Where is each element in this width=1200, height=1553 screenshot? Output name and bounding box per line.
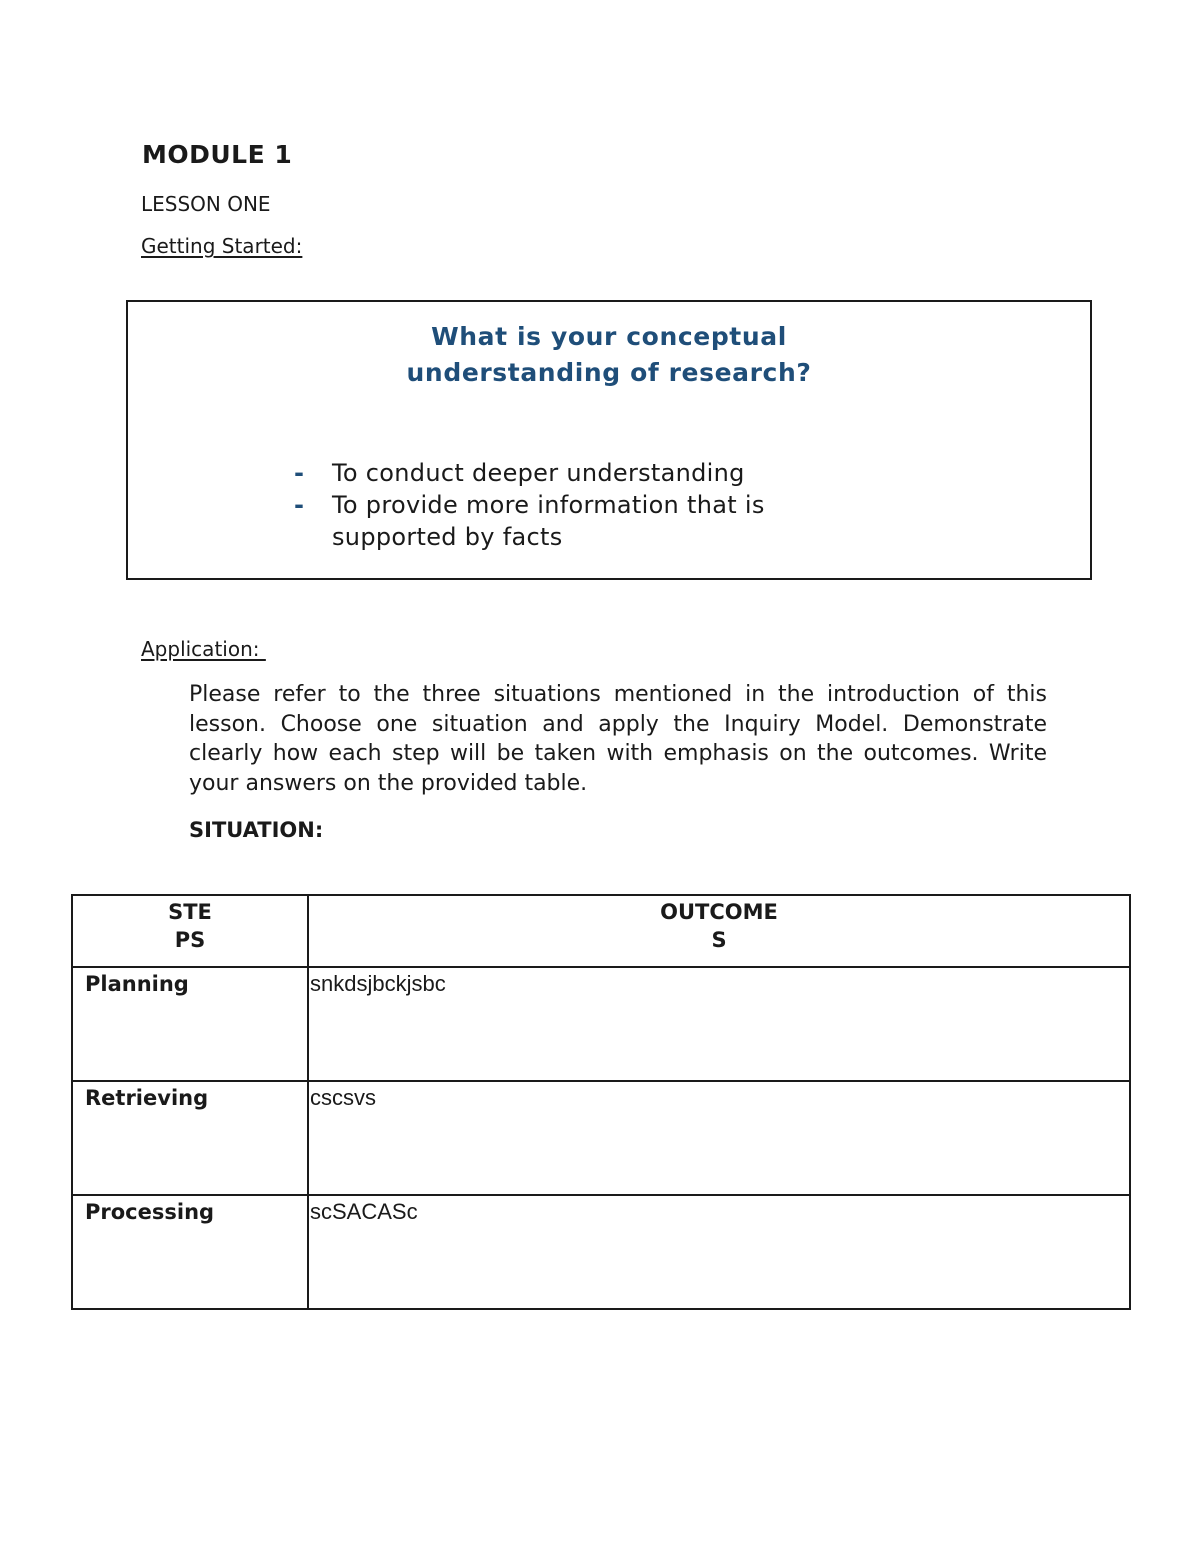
- bullet-dash-icon: -: [294, 459, 305, 487]
- outcome-text: cscsvs: [310, 1085, 376, 1110]
- answer-item: [294, 489, 854, 553]
- answer-text: To conduct deeper understanding: [332, 459, 745, 487]
- outcome-text: scSACASc: [310, 1199, 418, 1224]
- table-header-row: [72, 895, 1130, 967]
- answer-list: [294, 457, 854, 553]
- outcome-text: snkdsjbckjsbc: [310, 971, 446, 996]
- lesson-title: LESSON ONE: [141, 192, 271, 216]
- header-text: S: [711, 928, 727, 952]
- step-name: Processing: [85, 1200, 215, 1224]
- outcomes-column-header: [308, 895, 1130, 967]
- table-row: [72, 1081, 1130, 1195]
- application-heading: Application:: [141, 637, 266, 661]
- question-line: understanding of research?: [406, 358, 812, 387]
- module-title: MODULE 1: [142, 140, 293, 169]
- question-line: What is your conceptual: [431, 322, 787, 351]
- answer-text: To provide more information that is supported by facts: [332, 491, 765, 551]
- question-box: [126, 300, 1092, 580]
- outcome-cell[interactable]: [308, 1081, 1130, 1195]
- step-cell: [72, 967, 308, 1081]
- instructions-paragraph: Please refer to the three situations mentioned in the introduction of this lesson. Choose one situation and apply the Inquiry Model. Demonstrate clearly how each step will be taken with emphasis on the outcomes. Write your answers on the provided table.: [189, 682, 1047, 796]
- steps-outcomes-table: [71, 894, 1131, 1310]
- question-text: [128, 319, 1090, 391]
- header-text: STE: [168, 900, 212, 924]
- header-text: OUTCOME: [660, 900, 778, 924]
- step-name: Retrieving: [85, 1086, 209, 1110]
- situation-label: SITUATION:: [189, 818, 324, 842]
- header-text: PS: [174, 928, 206, 952]
- steps-column-header: [72, 895, 308, 967]
- outcome-cell[interactable]: [308, 1195, 1130, 1309]
- step-name: Planning: [85, 972, 189, 996]
- bullet-dash-icon: -: [294, 491, 305, 519]
- answer-item: [294, 457, 854, 489]
- getting-started-heading: Getting Started:: [141, 234, 303, 258]
- outcome-cell[interactable]: [308, 967, 1130, 1081]
- table-row: [72, 1195, 1130, 1309]
- step-cell: [72, 1195, 308, 1309]
- step-cell: [72, 1081, 308, 1195]
- table-row: [72, 967, 1130, 1081]
